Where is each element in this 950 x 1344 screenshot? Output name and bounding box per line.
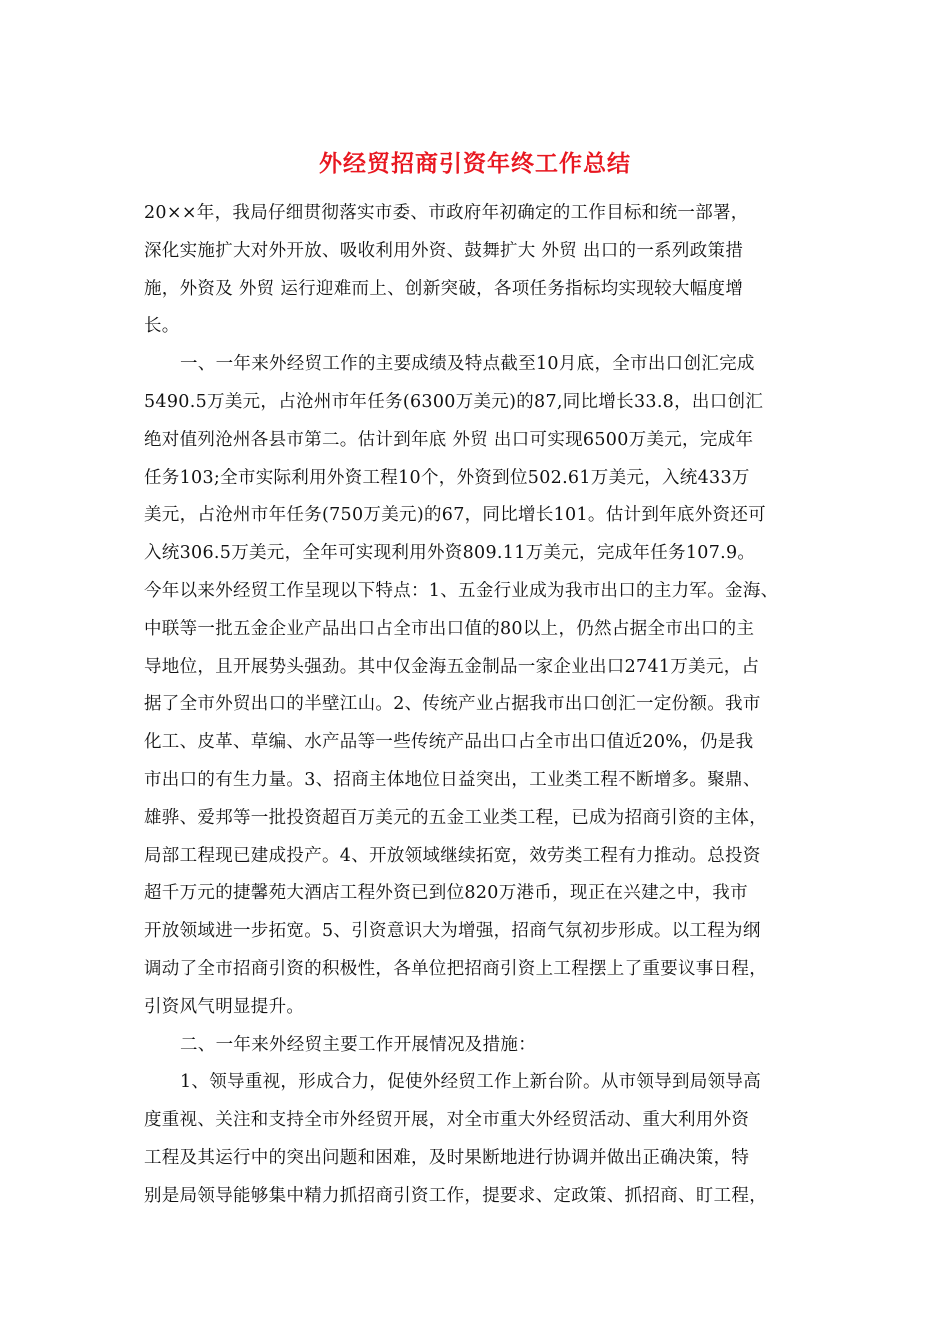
body-line: 1、领导重视，形成合力，促使外经贸工作上新台阶。从市领导到局领导高 xyxy=(180,1072,762,1093)
body-line: 长。 xyxy=(144,316,180,337)
body-line: 化工、皮革、草编、水产品等一些传统产品出口占全市出口值近20%，仍是我 xyxy=(144,732,754,753)
body-line: 据了全市外贸出口的半壁江山。2、传统产业占据我市出口创汇一定份额。我市 xyxy=(144,694,761,715)
body-line: 局部工程现已建成投产。4、开放领域继续拓宽，效劳类工程有力推动。总投资 xyxy=(144,845,761,866)
body-line: 工程及其运行中的突出问题和困难，及时果断地进行协调并做出正确决策，特 xyxy=(144,1147,750,1168)
body-line: 导地位，且开展势头强劲。其中仅金海五金制品一家企业出口2741万美元，占 xyxy=(144,656,760,677)
body-line: 一、一年来外经贸工作的主要成绩及特点截至10月底，全市出口创汇完成 xyxy=(180,354,755,375)
body-line: 深化实施扩大对外开放、吸收利用外资、鼓舞扩大 外贸 出口的一系列政策措 xyxy=(144,240,744,261)
body-line: 别是局领导能够集中精力抓招商引资工作，提要求、定政策、抓招商、盯工程， xyxy=(144,1185,767,1206)
body-line: 雄骅、爱邦等一批投资超百万美元的五金工业类工程，已成为招商引资的主体， xyxy=(144,807,767,828)
body-line: 任务103;全市实际利用外资工程10个，外资到位502.61万美元，入统433万 xyxy=(144,467,750,488)
body-line: 入统306.5万美元，全年可实现利用外资809.11万美元，完成年任务107.9。 xyxy=(144,543,756,564)
body-line: 开放领域进一步拓宽。5、引资意识大为增强，招商气氛初步形成。以工程为纲 xyxy=(144,921,761,942)
body-line: 市出口的有生力量。3、招商主体地位日益突出，工业类工程不断增多。聚鼎、 xyxy=(144,769,761,790)
body-line: 5490.5万美元，占沧州市年任务(6300万美元)的87,同比增长33.8，出口创汇 xyxy=(144,391,764,412)
document-title: 外经贸招商引资年终工作总结 xyxy=(319,151,631,177)
body-line: 二、一年来外经贸主要工作开展情况及措施： xyxy=(180,1034,536,1055)
body-line: 调动了全市招商引资的积极性，各单位把招商引资上工程摆上了重要议事日程， xyxy=(144,958,767,979)
body-line: 施，外资及 外贸 运行迎难而上、创新突破，各项任务指标均实现较大幅度增 xyxy=(144,278,744,299)
body-line: 超千万元的捷馨苑大酒店工程外资已到位820万港币，现正在兴建之中，我市 xyxy=(144,883,748,904)
body-line: 绝对值列沧州各县市第二。估计到年底 外贸 出口可实现6500万美元，完成年 xyxy=(144,429,754,450)
body-line: 美元，占沧州市年任务(750万美元)的67，同比增长101。估计到年底外资还可 xyxy=(144,505,766,526)
body-line: 度重视、关注和支持全市外经贸开展，对全市重大外经贸活动、重大利用外资 xyxy=(144,1110,750,1131)
body-line: 引资风气明显提升。 xyxy=(144,996,305,1017)
body-line: 今年以来外经贸工作呈现以下特点：1、五金行业成为我市出口的主力军。金海、 xyxy=(144,580,779,601)
body-line: 中联等一批五金企业产品出口占全市出口值的80以上，仍然占据全市出口的主 xyxy=(144,618,755,639)
document-body xyxy=(144,195,812,1216)
body-line: 20××年，我局仔细贯彻落实市委、市政府年初确定的工作目标和统一部署， xyxy=(144,203,749,223)
